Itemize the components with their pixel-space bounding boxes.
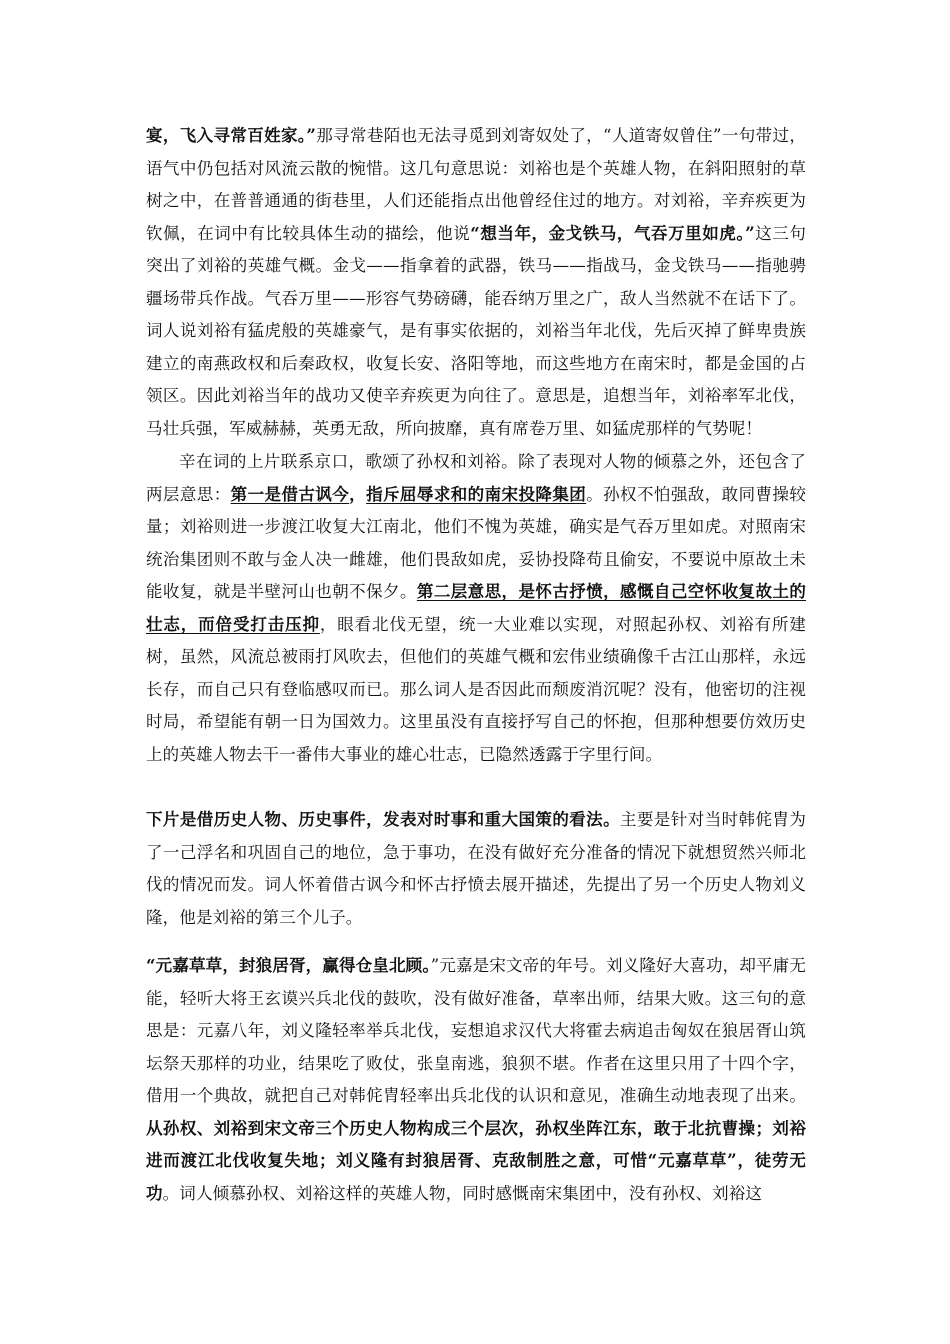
bold-run: ， — [349, 484, 367, 504]
text-run: ”元嘉是宋文帝的年号。刘义隆好大喜功，却平庸无能，轻听大将王玄谟兴兵北伐的鼓吹，没有做好准备，草率出师，结果大败。这三句的意思是：元嘉八年，刘义隆轻率举兵北伐，妄想追求汉代大将霍去病追击匈奴在狼居胥山筑坛祭天那样的功业，结果吃了败仗，张皇南逃，狼狈不堪。作者在这里只用了十四个字，借用一个典故，就把自己对韩侂胄轻率出兵北伐的认识和意见，准确生动地表现了出来。 — [146, 956, 806, 1105]
underlined-bold-run: 第二层意思，是怀古抒愤，感慨自己空怀收复故土的壮志，而倍受打击压抑 — [146, 582, 807, 634]
underlined-bold-run: 指斥屈辱求和的南宋投降集团 — [366, 484, 587, 504]
text-run: ，眼看北伐无望，统一大业难以实现，对照起孙权、刘裕有所建树，虽然，风流总被雨打风吹去，但他们的英雄气概和宏伟业绩确像千古江山那样，永远长存，而自己只有登临感叹而已。那么词人是否因此而颓废消沉呢？没有，他密切的注视时局，希望能有朝一日为国效力。这里虽没有直接抒写自己的怀抱，但那种想要仿效历史上的英雄人物去干一番伟大事业的雄心壮志，已隐然透露于字里行间。 — [146, 614, 807, 764]
text-run: 这三句突出了刘裕的英雄气概。金戈——指拿着的武器，铁马——指战马，金戈铁马——指驰骋疆场带兵作战。气吞万里——形容气势磅礴，能吞纳万里之广，敌人当然就不在话下了。词人说刘裕有猛虎般的英雄豪气，是有事实依据的，刘裕当年北伐，先后灭掉了鲜卑贵族建立的南燕政权和后秦政权，收复长安、洛阳等地，而这些地方在南宋时，都是金国的占领区。因此刘裕当年的战功又使辛弃疾更为向往了。意思是，追想当年，刘裕率军北伐，马壮兵强，军威赫赫，英勇无敌，所向披靡，真有席卷万里、如猛虎那样的气势呢！ — [146, 223, 806, 438]
paragraph-liu-yu — [146, 120, 806, 445]
bold-run: 宴，飞入寻常百姓家。” — [146, 126, 317, 145]
bold-run: “想当年，金戈铁马，气吞万里如虎。” — [470, 223, 755, 243]
bold-run: 从孙权、刘裕到宋文帝三个历史人物构成三个层次，孙权坐阵江东，敢于北抗曹操；刘裕进而渡江北伐收复失地；刘义隆有封狼居胥、克敌制胜之意，可惜“元嘉草草”，徒劳无功 — [146, 1118, 806, 1203]
text-run: 那寻常巷陌也无法寻觅到刘寄奴处了，“人道寄奴曾住”一句带过，语气中仍包括对风流云散的惋惜。这几句意思说：刘裕也是个英雄人物，在斜阳照射的草树之中，在普普通通的街巷里，人们还能指点出他曾经住过的地方。对刘裕，辛弃疾更为钦佩，在词中有比较具体生动的描绘，他说 — [146, 126, 806, 243]
text-run: 。词人倾慕孙权、刘裕这样的英雄人物，同时感慨南宋集团中，没有孙权、刘裕这 — [162, 1183, 763, 1203]
bold-run: 下片是借历史人物、历史事件，发表对时事和重大国策的看法。 — [146, 810, 621, 829]
bold-run: “元嘉草草，封狼居胥，赢得仓皇北顾。 — [146, 956, 431, 975]
text-run: 辛在词的上片联系京口，歌颂了孙权和刘裕。除了表现对人物的倾慕之外，还包含了两层意思： — [146, 452, 806, 504]
paragraph-lower-stanza-intro — [146, 804, 806, 934]
paragraph-upper-stanza-meaning — [146, 446, 806, 771]
paragraph-yuanjia — [146, 950, 806, 1210]
text-run: 。孙权不怕强敌，敢同曹操较量；刘裕则进一步渡江收复大江南北，他们不愧为英雄，确实是气吞万里如虎。对照南宋统治集团则不敢与金人决一雌雄，他们畏敌如虎，妥协投降苟且偷安，不要说中原故土未能收复，就是半壁河山也朝不保夕。 — [146, 484, 807, 601]
underlined-bold-run: 第一是借古讽今 — [230, 484, 350, 504]
text-run: 主要是针对当时韩侂胄为了一己浮名和巩固自己的地位，急于事功，在没有做好充分准备的情况下就想贸然兴师北伐的情况而发。词人怀着借古讽今和怀古抒愤去展开描述，先提出了另一个历史人物刘义隆，他是刘裕的第三个儿子。 — [146, 810, 806, 927]
